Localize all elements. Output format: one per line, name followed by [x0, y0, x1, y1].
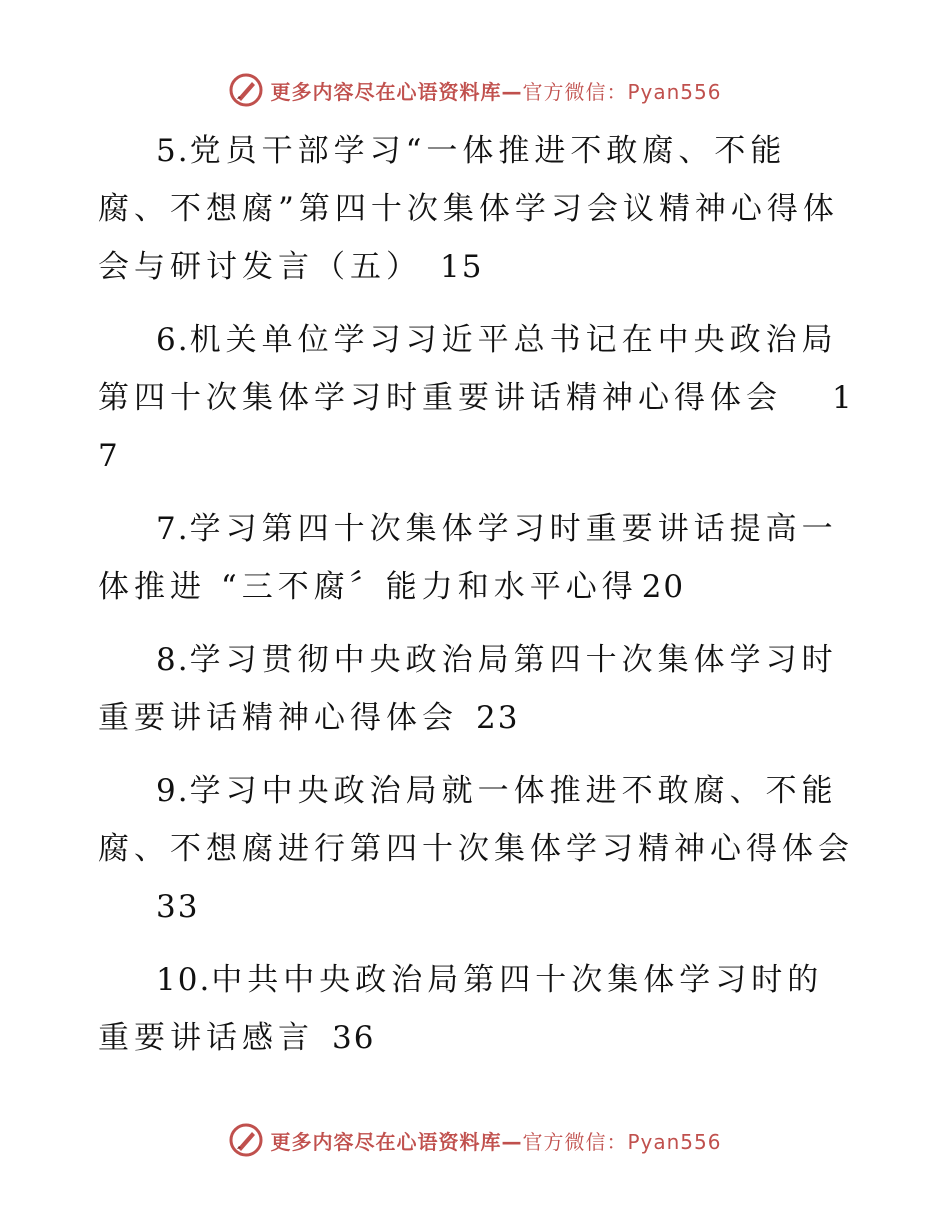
toc-entry-7: 7.学习第四十次集体学习时重要讲话提高一体推进 “三不腐〞能力和水平心得 20 — [98, 511, 838, 605]
toc-entry-5: 5.党员干部学习“一体推进不敢腐、不能腐、不想腐”第四十次集体学习会议精神心得体会与研讨发言（五） 15 — [98, 133, 839, 285]
toc-page-number: 33 — [156, 889, 200, 925]
banner-text: 更多内容尽在心语资料库—官方微信：Pyan556 — [270, 1129, 722, 1154]
banner-text: 更多内容尽在心语资料库—官方微信：Pyan556 — [270, 79, 722, 104]
toc-entry-8: 8.学习贯彻中央政治局第四十次集体学习时重要讲话精神心得体会 23 — [98, 642, 838, 736]
pen-logo-icon — [228, 72, 264, 108]
table-of-contents — [98, 122, 858, 1082]
banner-wechat: 官方微信：Pyan556 — [522, 1129, 722, 1154]
toc-page-number: 36 — [332, 1020, 376, 1056]
footer-banner — [0, 1120, 950, 1160]
banner-wechat: 官方微信：Pyan556 — [522, 79, 722, 104]
toc-page-number: 20 — [641, 569, 686, 605]
pen-logo-icon — [228, 1122, 264, 1158]
toc-entry-10: 10.中共中央政治局第四十次集体学习时的重要讲话感言 36 — [98, 962, 824, 1056]
toc-page-number: 23 — [476, 700, 520, 736]
header-banner — [0, 70, 950, 110]
toc-title: 学习第四十次集体学习时重要讲话提高一体推进 “三不腐〞能力和水平心得 — [98, 511, 838, 605]
toc-title: 机关单位学习习近平总书记在中央政治局第四十次集体学习时重要讲话精神心得体会 — [98, 322, 838, 416]
toc-page-number: 17 — [98, 380, 854, 474]
toc-title: 学习中央政治局就一体推进不敢腐、不能腐、不想腐进行第四十次集体学习精神心得体会 — [98, 773, 854, 867]
toc-title: 学习贯彻中央政治局第四十次集体学习时重要讲话精神心得体会 — [98, 642, 838, 736]
toc-page-number: 15 — [440, 249, 484, 285]
toc-entry-9: 9.学习中央政治局就一体推进不敢腐、不能腐、不想腐进行第四十次集体学习精神心得体会 33 — [98, 762, 858, 936]
toc-entry-6: 6.机关单位学习习近平总书记在中央政治局第四十次集体学习时重要讲话精神心得体会 17 — [98, 322, 854, 474]
toc-title: 中共中央政治局第四十次集体学习时的重要讲话感言 — [98, 962, 824, 1056]
toc-title: 党员干部学习“一体推进不敢腐、不能腐、不想腐”第四十次集体学习会议精神心得体会与研讨发言（五） — [98, 133, 839, 285]
